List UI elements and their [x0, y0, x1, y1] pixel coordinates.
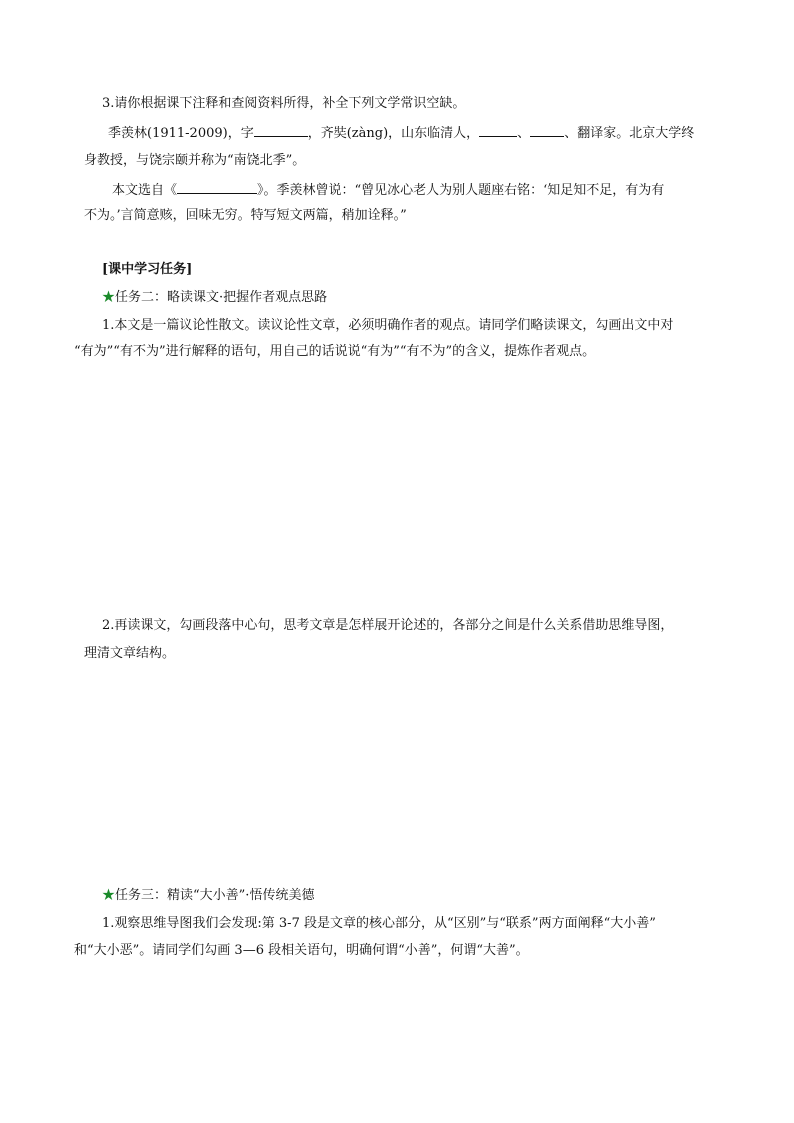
task2-title: 任务二：略读课文·把握作者观点思路 — [115, 290, 328, 305]
q3-text-a: 季羡林(1911-2009)，字 — [108, 126, 254, 141]
q3-line-3 — [112, 181, 664, 200]
q3-text-b: ，齐奘(zàng)，山东临清人， — [307, 126, 480, 141]
answer-blank-identity-1[interactable] — [479, 124, 517, 137]
task3-heading — [102, 887, 314, 905]
star-icon: ★ — [102, 888, 116, 903]
q3-text-source-a: 本文选自《 — [112, 183, 178, 198]
section-heading: [课中学习任务] — [102, 262, 193, 277]
q3-line-2: 身教授，与饶宗颐并称为“南饶北季”。 — [84, 153, 306, 168]
task3-title: 任务三：精读“大小善”·悟传统美德 — [115, 888, 315, 903]
answer-blank-source[interactable] — [177, 181, 257, 194]
answer-blank-zi[interactable] — [254, 124, 308, 137]
q3-title: 3.请你根据课下注释和查阅资料所得，补全下列文学常识空缺。 — [102, 96, 466, 111]
q3-text-d: 、翻译家。北京大学终 — [564, 126, 695, 141]
task3-q1-line-2: 和“大小恶”。请同学们勾画 3—6 段相关语句，明确何谓“小善”，何谓“大善”。 — [74, 943, 529, 958]
q3-line-1 — [108, 124, 694, 143]
task2-q2-line-2: 理清文章结构。 — [84, 646, 176, 661]
task3-q1-line-1: 1.观察思维导图我们会发现:第 3-7 段是文章的核心部分，从“区别”与“联系”两方面阐释“大小善” — [102, 916, 656, 931]
task2-heading — [102, 289, 327, 307]
q3-text-c: 、 — [517, 126, 531, 141]
task2-q1-line-2: “有为”“有不为”进行解释的语句，用自己的话说说“有为”“有不为”的含义，提炼作者观点。 — [74, 344, 596, 359]
q3-text-source-b: 》。季羡林曾说：“曾见冰心老人为别人题座右铭：‘知足知不足，有为有 — [257, 183, 665, 198]
q3-line-4: 不为。’言简意赅，回味无穷。特写短文两篇，稍加诠释。” — [84, 208, 407, 223]
task2-q2-line-1: 2.再读课文，勾画段落中心句，思考文章是怎样展开论述的，各部分之间是什么关系借助思维导图， — [102, 618, 674, 633]
star-icon: ★ — [102, 290, 116, 305]
answer-blank-identity-2[interactable] — [530, 124, 564, 137]
task2-q1-line-1: 1.本文是一篇议论性散文。读议论性文章，必须明确作者的观点。请同学们略读课文，勾画出文中对 — [102, 318, 674, 333]
